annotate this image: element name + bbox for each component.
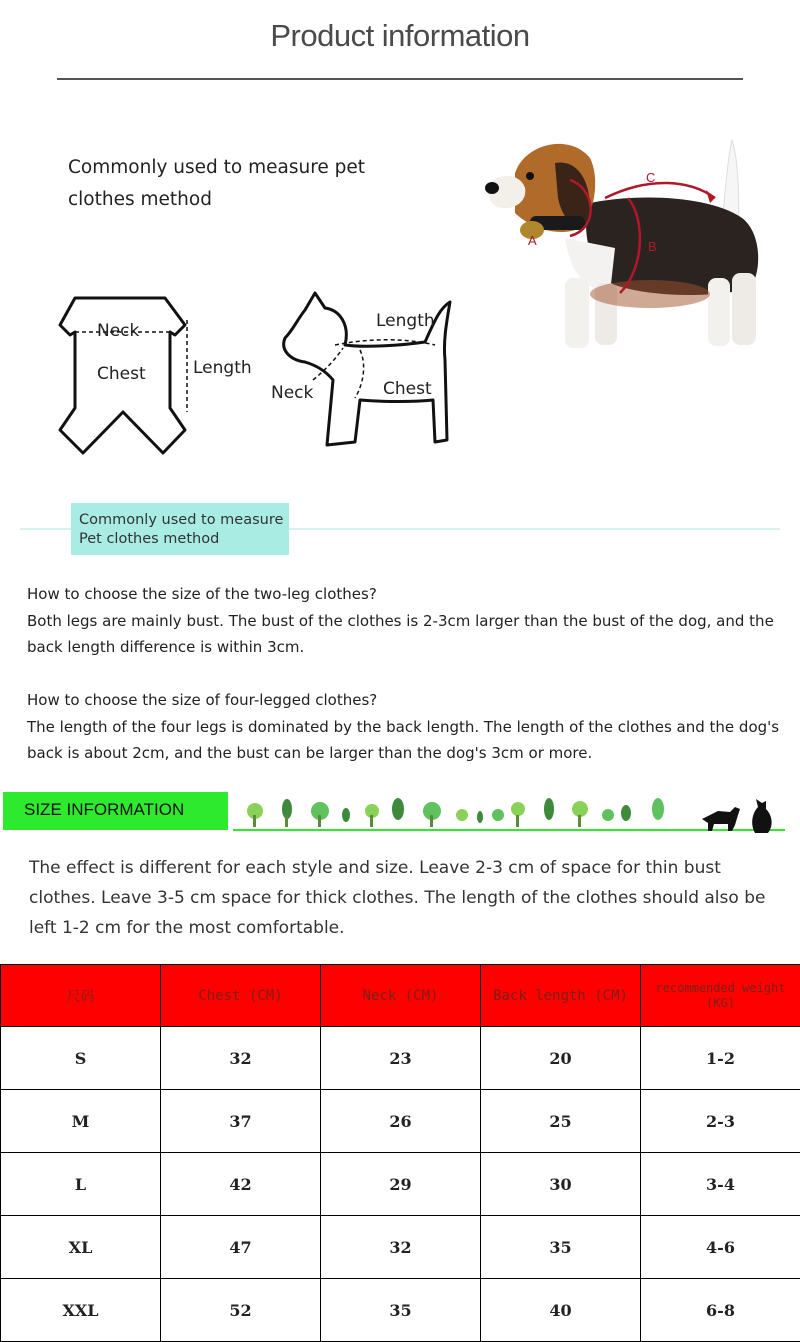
size-chart-table	[0, 964, 800, 1342]
measure-label-c: C	[646, 170, 655, 185]
weight-cell: 6-8	[641, 1279, 800, 1342]
four-leg-neck-label: Neck	[271, 383, 313, 403]
two-leg-chest-label: Chest	[97, 364, 146, 384]
size-table-header-row	[1, 965, 800, 1027]
weight-cell: 2-3	[641, 1090, 800, 1153]
two-leg-guide	[27, 581, 787, 661]
size-cell: XXL	[1, 1279, 161, 1342]
page-title: Product information	[0, 18, 800, 54]
table-row	[1, 1090, 800, 1153]
measure-method-text: Commonly used to measure pet clothes method	[68, 152, 408, 216]
chest-cell: 52	[161, 1279, 321, 1342]
back-length-cell: 40	[481, 1279, 641, 1342]
size-cell: M	[1, 1090, 161, 1153]
back-length-cell: 30	[481, 1153, 641, 1216]
chest-cell: 42	[161, 1153, 321, 1216]
four-leg-answer: The length of the four legs is dominated by the back length. The length of the clothes and the dog's back is about 2cm, and the bust can be larger than the dog's 3cm or more.	[27, 714, 787, 767]
size-cell: L	[1, 1153, 161, 1216]
back-length-cell: 25	[481, 1090, 641, 1153]
table-row	[1, 1153, 800, 1216]
header-chest: Chest (CM)	[161, 965, 321, 1027]
header-neck: Neck (CM)	[321, 965, 481, 1027]
table-row	[1, 1216, 800, 1279]
method-box-line1: Commonly used to measure	[79, 511, 283, 530]
size-cell: S	[1, 1027, 161, 1090]
neck-cell: 23	[321, 1027, 481, 1090]
weight-cell: 1-2	[641, 1027, 800, 1090]
weight-cell: 4-6	[641, 1216, 800, 1279]
four-leg-question: How to choose the size of four-legged clothes?	[27, 687, 787, 714]
method-box-line2: Pet clothes method	[79, 530, 283, 549]
method-box-text	[79, 511, 283, 549]
trees-and-pets-decoration	[240, 795, 790, 835]
neck-cell: 35	[321, 1279, 481, 1342]
four-leg-dog-diagram	[275, 290, 475, 450]
beagle-measurement-photo	[470, 118, 790, 358]
two-leg-length-label: Length	[193, 358, 252, 378]
measure-label-a: A	[528, 233, 537, 248]
header-recommended-weight: recommended weight (KG)	[641, 965, 800, 1027]
four-leg-chest-label: Chest	[383, 379, 432, 399]
measure-label-b: B	[648, 239, 657, 254]
dog-silhouette-icon	[702, 807, 740, 831]
table-row	[1, 1279, 800, 1342]
neck-cell: 29	[321, 1153, 481, 1216]
two-leg-neck-label: Neck	[97, 321, 139, 341]
title-divider	[57, 78, 743, 80]
neck-cell: 26	[321, 1090, 481, 1153]
neck-cell: 32	[321, 1216, 481, 1279]
back-length-cell: 35	[481, 1216, 641, 1279]
size-cell: XL	[1, 1216, 161, 1279]
weight-cell: 3-4	[641, 1153, 800, 1216]
table-row	[1, 1027, 800, 1090]
header-size: 尺码	[1, 965, 161, 1027]
four-leg-length-label: Length	[376, 311, 435, 331]
header-back-length: Back length (CM)	[481, 965, 641, 1027]
size-info-title: SIZE INFORMATION	[24, 800, 184, 820]
two-leg-question: How to choose the size of the two-leg clothes?	[27, 581, 787, 608]
back-length-cell: 20	[481, 1027, 641, 1090]
cat-silhouette-icon	[752, 799, 771, 833]
chest-cell: 32	[161, 1027, 321, 1090]
chest-cell: 47	[161, 1216, 321, 1279]
chest-cell: 37	[161, 1090, 321, 1153]
two-leg-answer: Both legs are mainly bust. The bust of the clothes is 2-3cm larger than the bust of the dog, and the back length difference is within 3cm.	[27, 608, 787, 661]
size-info-description: The effect is different for each style and size. Leave 2-3 cm of space for thin bust clothes. Leave 3-5 cm space for thick clothes. The length of the clothes should also be left 1-2 cm for the most comfortable.	[29, 853, 769, 943]
four-leg-guide	[27, 687, 787, 767]
